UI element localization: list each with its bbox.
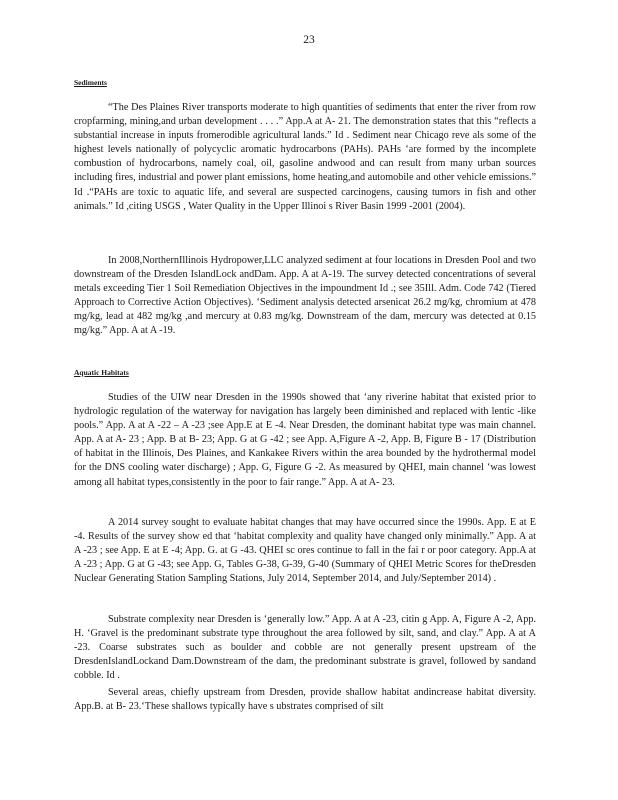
aquatic-paragraph-4: Several areas, chiefly upstream from Dresden, provide shallow habitat andincrease habitat diversity. App.B. at B- 23.‘These shallows typically have s ubstrates comprised of silt — [74, 687, 536, 713]
aquatic-paragraph-3: Substrate complexity near Dresden is ‘generally low.” App. A at A -23, citin g App. A, Figure A -2, App. H. ‘Gravel is the predominant substrate type throughout the area followed by silt, sand, and clay.” App. A at A -23. Coarse substrates such as boulder and cobble are not generally present upstream of the DresdenIslandLockand Dam.Downstream of the dam, the predominant substrate is gravel, followed by sandand cobble. Id . — [74, 614, 536, 682]
aquatic-paragraph-1: Studies of the UIW near Dresden in the 1990s showed that ‘any riverine habitat that existed prior to hydrologic regulation of the waterway for navigation has largely been diminished and replaced with lentic -like pools.” App. A at A -22 – A -23 ;see App.E at E -4. Near Dresden, the dominant habitat type was main channel. App. A at A- 23 ; App. B at B- 23; App. G at G -42 ; see App. A,Figure A -2, App. B, Figure B - 17 (Distribution of habitat in the Illinois, Des Plaines, and Kankakee Rivers within the area bounded by the hydrothermal model for the DNS cooling water discharge) ; App. G, Figure G -2. As measured by QHEI, main channel ‘was lowest among all habitat types,consistently in the poor to fair range.” App. A at A- 23. — [74, 392, 536, 488]
sediments-paragraph-2: In 2008,NorthernIllinois Hydropower,LLC analyzed sediment at four locations in Dresden Pool and two downstream of the Dresden IslandLock andDam. App. A at A-19. The survey detected concentrations of several metals exceeding Tier 1 Soil Remediation Objectives in the impoundment Id .; see 35Ill. Adm. Code 742 (Tiered Approach to Corrective Action Objectives). ‘Sediment analysis detected arsenicat 26.2 mg/kg, chromium at 478 mg/kg, lead at 482 mg/kg ,and mercury at 0.83 mg/kg. Downstream of the dam, mercury was detected at 0.15 mg/kg.” App. A at A -19. — [74, 255, 536, 337]
sediments-heading: Sediments — [74, 78, 107, 87]
aquatic-paragraph-2: A 2014 survey sought to evaluate habitat changes that may have occurred since the 1990s. App. E at E -4. Results of the survey show ed that ‘habitat complexity and quality have changed only minimally.” App. A at A -23 ; see App. E at E -4; App. G. at G -43. QHEI sc ores continue to fall in the fai r or poor category. App.A at A -23 ; App. G at G -43; see App. G, Tables G-38, G-39, G-40 (Summary of QHEI Metric Scores for theDresden Nuclear Generating Station Sampling Stations, July 2014, September 2014, and July/September 2014) . — [74, 517, 536, 585]
page-number: 23 — [303, 34, 315, 46]
sediments-paragraph-1: “The Des Plaines River transports moderate to high quantities of sediments that enter the river from row cropfarming, mining,and urban development . . . .” App.A at A- 21. The demonstration states that this “reflects a substantial increase in inputs fromerodible agricultural lands.” Id . Sediment near Chicago reve als some of the highest levels nationally of polycyclic aromatic hydrocarbons (PAHs). PAHs ‘are formed by the incomplete combustion of hydrocarbons, namely coal, oil, gasoline andwood and can result from many urban sources including fires, industrial and power plant emissions, home heating,and automobile and other vehicle emissions.” Id .“PAHs are toxic to aquatic life, and several are suspected carcinogens, causing tumors in fish and other animals.” Id ,citing USGS , Water Quality in the Upper Illinoi s River Basin 1999 -2001 (2004). — [74, 102, 537, 212]
aquatic-habitats-heading: Aquatic Habitats — [74, 368, 129, 377]
